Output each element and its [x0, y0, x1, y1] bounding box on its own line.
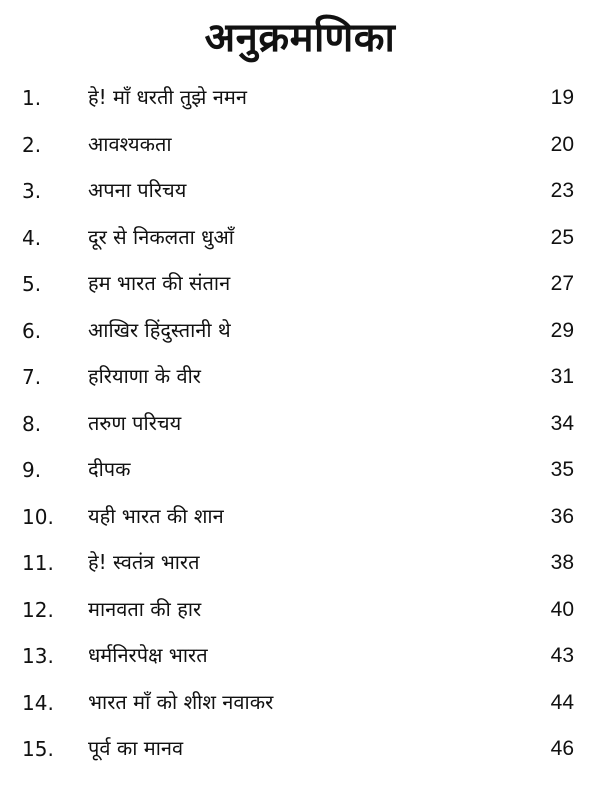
toc-entry-page-number: 36 [550, 504, 574, 528]
toc-entry-title: धर्मनिरपेक्ष भारत [88, 643, 208, 667]
toc-entry-title: अपना परिचय [88, 178, 187, 202]
toc-entry-page-number: 40 [550, 597, 574, 621]
toc-entry-title: दूर से निकलता धुआँ [88, 224, 234, 249]
toc-entry-number: 12. [22, 597, 54, 622]
toc-entry-title: यही भारत की शान [88, 503, 224, 528]
toc-entry-title: दीपक [88, 457, 131, 481]
toc-entry [0, 307, 600, 354]
toc-entry-title: मानवता की हार [88, 596, 202, 621]
toc-entry-number: 4. [22, 225, 42, 250]
toc-entry-number: 8. [22, 411, 42, 436]
toc-entry-title: तरुण परिचय [88, 410, 182, 435]
toc-entry-page-number: 20 [550, 132, 574, 156]
toc-entry-title: हरियाणा के वीर [88, 364, 201, 388]
toc-entry [0, 632, 600, 679]
toc-entry-number: 6. [22, 318, 42, 343]
toc-entry-number: 15. [22, 737, 54, 761]
toc-entry-page-number: 44 [550, 690, 574, 714]
toc-entry [0, 74, 600, 121]
toc-list [0, 74, 600, 772]
toc-entry-page-number: 38 [550, 551, 574, 574]
toc-entry-page-number: 23 [550, 179, 574, 202]
toc-entry [0, 539, 600, 586]
toc-entry [0, 214, 600, 261]
toc-entry-number: 1. [22, 86, 42, 110]
toc-entry-title: हे! स्वतंत्र भारत [88, 550, 200, 574]
toc-entry-title: आखिर हिंदुस्तानी थे [88, 317, 231, 342]
toc-entry [0, 121, 600, 168]
toc-entry-page-number: 29 [550, 318, 574, 342]
toc-entry [0, 493, 600, 540]
toc-entry-number: 9. [22, 458, 42, 482]
toc-entry-page-number: 46 [550, 737, 574, 760]
toc-entry-page-number: 25 [550, 225, 574, 249]
toc-entry [0, 353, 600, 400]
toc-entry-number: 7. [22, 365, 42, 389]
toc-entry-page-number: 31 [550, 365, 574, 388]
toc-entry-title: हम भारत की संतान [88, 271, 231, 295]
toc-entry [0, 586, 600, 633]
toc-entry [0, 679, 600, 726]
toc-entry [0, 260, 600, 307]
toc-entry-number: 10. [22, 504, 54, 529]
toc-entry-title: पूर्व का मानव [88, 736, 184, 760]
toc-entry-number: 13. [22, 644, 54, 668]
toc-entry-page-number: 19 [550, 86, 574, 109]
toc-entry-number: 14. [22, 690, 54, 715]
toc-entry-number: 11. [22, 551, 54, 575]
page-title: अनुक्रमणिका [204, 15, 396, 61]
toc-entry-number: 2. [22, 132, 42, 157]
toc-entry-page-number: 35 [550, 458, 574, 481]
toc-entry-title: हे! माँ धरती तुझे नमन [88, 85, 247, 109]
toc-entry-title: भारत माँ को शीश नवाकर [88, 689, 274, 714]
toc-entry [0, 167, 600, 214]
toc-entry [0, 400, 600, 447]
toc-entry [0, 446, 600, 493]
toc-entry-page-number: 43 [550, 644, 574, 667]
toc-entry-number: 3. [22, 179, 42, 203]
toc-entry-page-number: 27 [550, 272, 574, 295]
toc-entry-number: 5. [22, 272, 42, 296]
toc-entry [0, 725, 600, 772]
toc-entry-page-number: 34 [550, 411, 574, 435]
toc-entry-title: आवश्यकता [88, 131, 172, 156]
